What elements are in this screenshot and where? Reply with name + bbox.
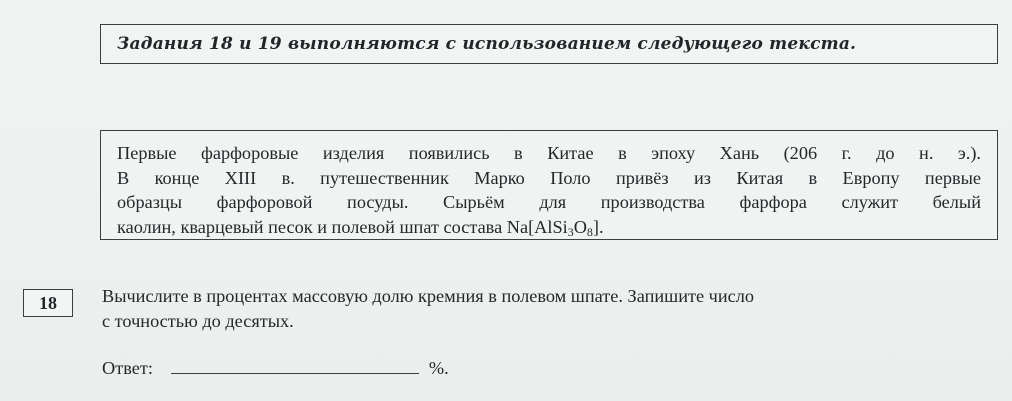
instruction-text: Задания 18 и 19 выполняются с использованием следующего текста.	[117, 34, 857, 54]
passage-line-3: образцы фарфоровой посуды. Сырьём для производства фарфора служит белый	[117, 192, 981, 212]
question-line-2: с точностью до десятых.	[102, 310, 294, 331]
task-number-box: 18	[23, 289, 73, 317]
task-question	[102, 284, 1002, 333]
subscript-3: 3	[567, 224, 574, 239]
passage-line-2: В конце XIII в. путешественник Марко Поло привёз из Китая в Европу первые	[117, 167, 981, 188]
passage-box	[100, 130, 998, 240]
oxygen-symbol: O	[573, 216, 587, 237]
question-line-1: Вычислите в процентах массовую долю кремния в полевом шпате. Запишите число	[102, 286, 755, 306]
answer-unit: %.	[428, 358, 449, 378]
answer-row	[102, 353, 449, 379]
subscript-8: 8	[586, 224, 593, 239]
formula-close: ].	[592, 216, 604, 237]
passage-line-4	[117, 215, 981, 240]
passage-line-1: Первые фарфоровые изделия появились в Китае в эпоху Хань (206 г. до н. э.).	[117, 143, 981, 163]
answer-blank-line[interactable]	[171, 373, 419, 374]
passage-line-4-text: каолин, кварцевый песок и полевой шпат состава Na[AlSi	[117, 216, 568, 237]
answer-label: Ответ:	[102, 358, 153, 378]
instruction-box	[100, 24, 998, 64]
